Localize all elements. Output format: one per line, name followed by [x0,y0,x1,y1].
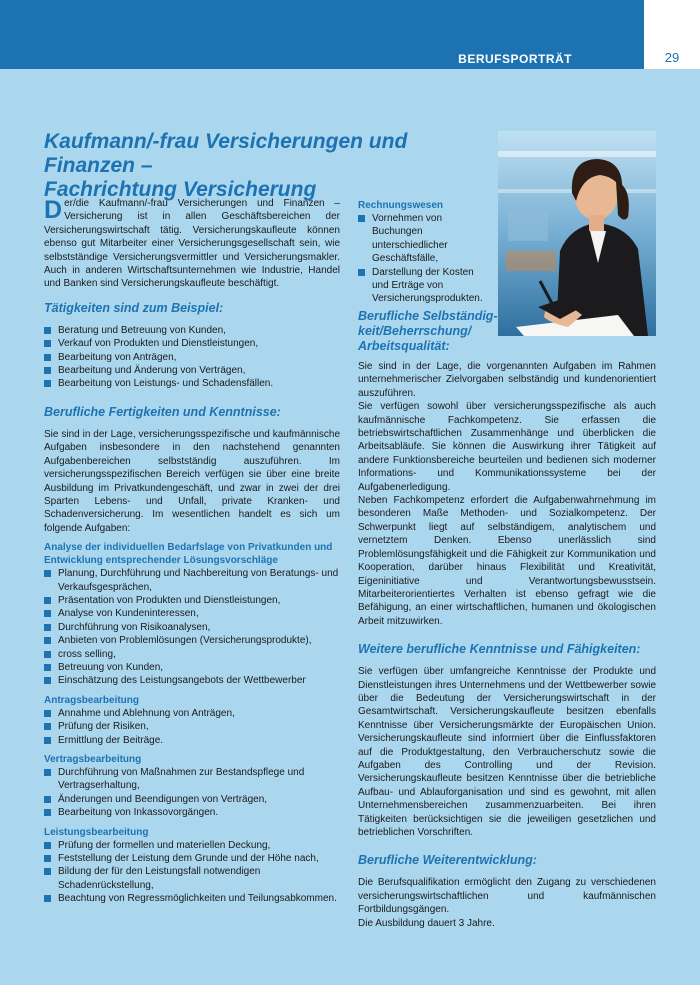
list-item: Einschätzung des Leistungsangebots der Wettbewerber [44,674,340,687]
fertigkeiten-intro: Sie sind in der Lage, versicherungsspezifische und kaufmännische Aufgaben insbesondere in den nachstehend genannten Aufgabenbereichen selbstständig auszuführen. Im versicherungsspezifischen Bereich verfügen sie über eine breite Ausbildung im Privatkundengeschäft, und zwar in zwei der drei Sparten Lebens- und Unfall, private Kranken- und Schadenversicherung. Im wesentlichen handelt es sich um folgende Aufgaben: [44,428,340,534]
page-title-line1: Kaufmann/-frau Versicherungen und Finanzen – [44,130,408,177]
right-column [358,309,656,930]
list-item: Vornehmen von Buchungen unterschiedlicher Geschäftsfälle, [358,212,492,266]
weitere-text: Sie verfügen über umfangreiche Kenntnisse der Produkte und Dienstleistungen ihres Unternehmens und der Wettbewerber sowie über die Bedeutung der Versicherungswirtschaft in der Gesamtwirtschaft. Versicherungskaufleute besitzen ebenfalls Kenntnisse über Versicherungsmärkte der Europäischen Union. Versicherungskaufleute sind informiert über die Einflussfaktoren auf die Produktgestaltung, den Verbraucherschutz sowie die Aufgaben des Controlling und der Revision. Versicherungskaufleute besitzen Kenntnisse über die betriebliche Aufbau- und Ablauforganisation und sind es gewohnt, mit allen Unternehmensbereichen zusammenzuarbeiten. Bei ihren Tätigkeiten berücksichtigen sie die jeweiligen gesetzlichen und betrieblichen Vorschriften. [358,666,656,838]
intro-dropcap: D [44,196,63,224]
list-item: Feststellung der Leistung dem Grunde und der Höhe nach, [44,852,340,865]
list-item: Änderungen und Beendigungen von Verträgen, [44,793,340,806]
list-item: Durchführung von Maßnahmen zur Bestandspflege und Vertragserhaltung, [44,766,340,793]
selbststaendigkeit-heading-line1: Berufliche Selbständig- [358,309,498,323]
page-title-line2: Fachrichtung Versicherung [44,178,317,201]
antrag-list [44,707,340,747]
list-item: Verkauf von Produkten und Dienstleistungen, [44,337,340,350]
section-label: BERUFSPORTRÄT [458,52,572,66]
fertigkeiten-heading: Berufliche Fertigkeiten und Kenntnisse: [44,404,281,419]
list-item: Planung, Durchführung und Nachbereitung von Beratungs- und Verkaufsgesprächen, [44,567,340,594]
page-title [44,130,484,202]
selbststaendigkeit-p3: Neben Fachkompetenz erfordert die Aufgabenwahrnehmung im besonderen Maße Methoden- und Sozialkompetenz. Der Schwerpunkt liegt auf selbständigem, analytischem und vernetztem Denken. Ebenso unerlässlich sind Problemlösungsfähigkeit und die Fähigkeit zur Kommunikation und Kooperation, darüber hinaus Flexibilität und Kreativität, Eigeninitiative und Verantwortungsbewusstsein. Mitarbeiterorientiertes Verhalten ist ebenso gefragt wie die Befähigung, an einer wirtschaftlichen, humanen und ökologischen Arbeit mitzuwirken. [358,495,656,627]
list-item: Bearbeitung von Anträgen, [44,351,340,364]
selbststaendigkeit-heading [358,309,656,354]
selbststaendigkeit-heading-line2: keit/Beherrschung/ [358,324,472,338]
group-title-vertrag: Vertragsbearbeitung [44,754,142,765]
selbststaendigkeit-heading-line3: Arbeitsqualität: [358,339,450,353]
list-item: Analyse von Kundeninteressen, [44,607,340,620]
weiterentwicklung-p2: Die Ausbildung dauert 3 Jahre. [358,917,495,929]
list-item: cross selling, [44,648,340,661]
weiterentwicklung-heading: Berufliche Weiterentwicklung: [358,853,537,868]
group-title-rechnungswesen: Rechnungswesen [358,200,444,211]
group-title-leistung: Leistungsbearbeitung [44,826,149,838]
list-item: Bearbeitung von Leistungs- und Schadensfällen. [44,377,340,390]
list-item: Anbieten von Problemlösungen (Versicherungsprodukte), [44,634,340,647]
list-item: Bearbeitung und Änderung von Verträgen, [44,364,340,377]
list-item: Beachtung von Regressmöglichkeiten und Teilungsabkommen. [44,892,340,905]
list-item: Prüfung der Risiken, [44,720,340,733]
page-number-box [644,0,700,69]
header-bar [0,0,644,69]
list-item: Bildung der für den Leistungsfall notwendigen Schadenrückstellung, [44,865,340,892]
analyse-list [44,567,340,688]
list-item: Prüfung der formellen und materiellen Deckung, [44,839,340,852]
rechnungswesen-block [358,199,492,306]
leistung-list [44,839,340,906]
intro-text: er/die Kaufmann/-frau Versicherungen und Finanzen – Versicherung ist in allen Geschäftsbereichen der Versicherungswirtschaft tätig. Versicherungskaufleute können ebenso gut Mitarbeiter einer Versicherungsgesellschaft sein, wie selbstständige Versicherungsvermittler und Versicherungsmakler. Auch in anderen Wirtschaftsunternehmen wie Industrie, Handel und Banken sind Versicherungskaufleute beschäftigt. [44,198,340,290]
selbststaendigkeit-p2: Sie verfügen sowohl über versicherungsspezifische als auch kaufmännische Fachkompetenz. Sie erfassen die betriebswirtschaftlichen Zusammenhänge und überblicken die Arbeitsabläufe. Sie können die Auswirkung ihrer Tätigkeit auf andere Funktionsbereiche beurteilen und bedienen sich moderner Informations- und Kommunikationssysteme bei der Aufgabenerledigung. [358,401,656,493]
businesswoman-photo [498,131,656,336]
taetigkeiten-heading: Tätigkeiten sind zum Beispiel: [44,300,224,315]
list-item: Ermittlung der Beiträge. [44,734,340,747]
selbststaendigkeit-p1: Sie sind in der Lage, die vorgenannten Aufgaben im Rahmen unternehmerischer Zielvorgaben selbständig und kundenorientiert auszuführen. [358,361,656,399]
list-item: Beratung und Betreuung von Kunden, [44,324,340,337]
list-item: Darstellung der Kosten und Erträge von Versicherungsprodukten. [358,266,492,306]
intro-paragraph [44,197,340,291]
page-number: 29 [664,50,680,65]
list-item: Durchführung von Risikoanalysen, [44,621,340,634]
vertrag-list [44,766,340,820]
businesswoman-illustration [498,131,656,336]
weitere-heading: Weitere berufliche Kenntnisse und Fähigkeiten: [358,642,641,657]
taetigkeiten-list [44,324,340,391]
group-title-analyse: Analyse der individuellen Bedarfslage von Privatkunden und Entwicklung entsprechender Lösungsvorschläge [44,542,333,567]
rechnungswesen-list [358,212,492,306]
left-column [44,197,340,906]
list-item: Annahme und Ablehnung von Anträgen, [44,707,340,720]
list-item: Betreuung von Kunden, [44,661,340,674]
group-title-antrag: Antragsbearbeitung [44,694,140,706]
weiterentwicklung-p1: Die Berufsqualifikation ermöglicht den Zugang zu verschiedenen versicherungswirtschaftlichen und kaufmännischen Fortbildungsgängen. [358,877,656,916]
list-item: Präsentation von Produkten und Dienstleistungen, [44,594,340,607]
list-item: Bearbeitung von Inkassovorgängen. [44,806,340,819]
